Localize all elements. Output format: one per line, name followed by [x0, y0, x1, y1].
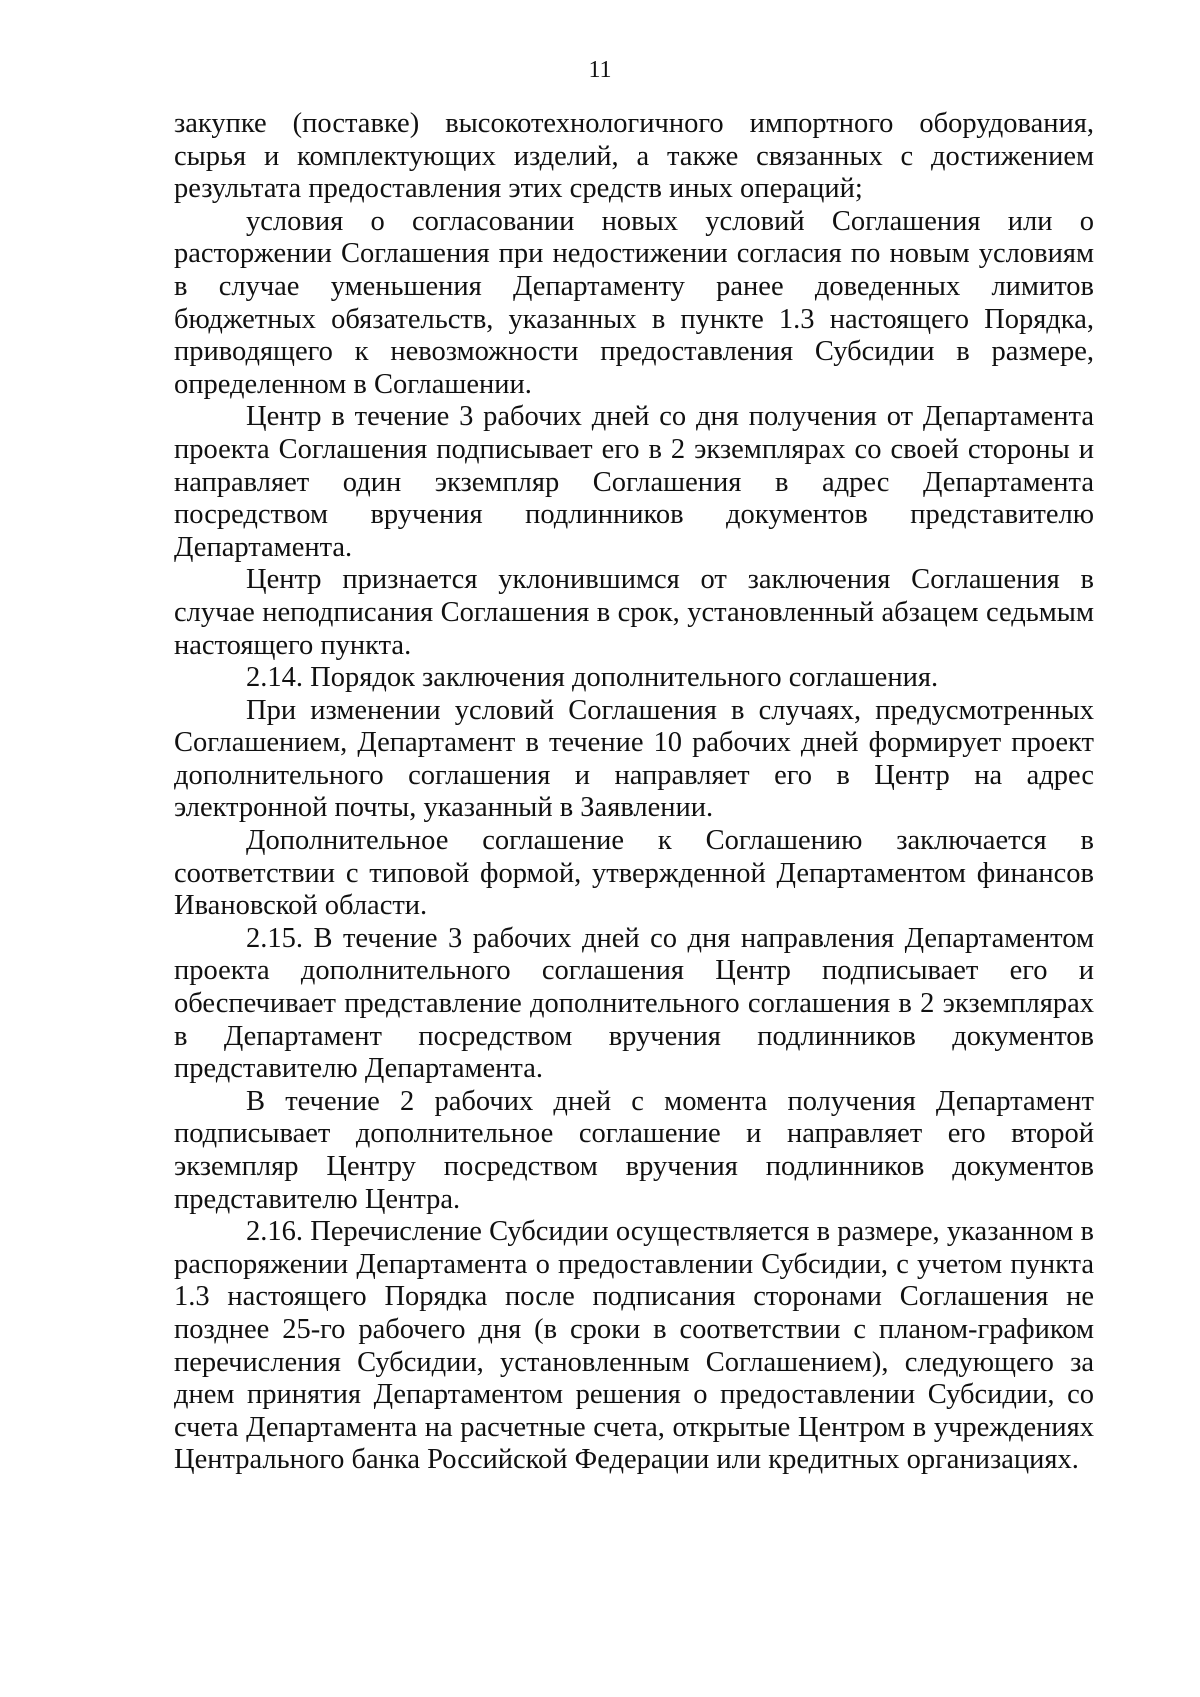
- paragraph-standard-form: Дополнительное соглашение к Соглашению заключается в соответствии с типовой формой, утвержденной Департаментом финансов Ивановской области.: [174, 825, 1094, 922]
- paragraph-agreement-conditions: условия о согласовании новых условий Соглашения или о расторжении Соглашения при недостижении согласия по новым условиям в случае уменьшения Департаменту ранее доведенных лимитов бюджетных обязательств, указанных в пункте 1.3 настоящего Порядка, приводящего к невозможности предоставления Субсидии в размере, определенном в Соглашении.: [174, 205, 1094, 400]
- paragraph-section-2-15: 2.15. В течение 3 рабочих дней со дня направления Департаментом проекта дополнительного соглашения Центр подписывает его и обеспечивает представление дополнительного соглашения в 2 экземплярах в Департамент посредством вручения подлинников документов представителю Департамента.: [174, 922, 1094, 1085]
- paragraph-conditions-change: При изменении условий Соглашения в случаях, предусмотренных Соглашением, Департамент в течение 10 рабочих дней формирует проект дополнительного соглашения и направляет его в Центр на адрес электронной почты, указанный в Заявлении.: [174, 694, 1094, 824]
- paragraph-center-evasion: Центр признается уклонившимся от заключения Соглашения в случае неподписания Соглашения в срок, установленный абзацем седьмым настоящего пункта.: [174, 564, 1094, 661]
- paragraph-section-2-16: 2.16. Перечисление Субсидии осуществляется в размере, указанном в распоряжении Департамента о предоставлении Субсидии, с учетом пункта 1.3 настоящего Порядка после подписания сторонами Соглашения не позднее 25-го рабочего дня (в сроки в соответствии с планом-графиком перечисления Субсидии, установленным Соглашением), следующего за днем принятия Департаментом решения о предоставлении Субсидии, со счета Департамента на расчетные счета, открытые Центром в учреждениях Центрального банка Российской Федерации или кредитных организациях.: [174, 1216, 1094, 1476]
- document-body: [174, 108, 1094, 1477]
- paragraph-department-signing: В течение 2 рабочих дней с момента получения Департамент подписывает дополнительное соглашение и направляет его второй экземпляр Центру посредством вручения подлинников документов представителю Центра.: [174, 1085, 1094, 1215]
- page-number: 11: [588, 57, 612, 83]
- paragraph-section-2-14: 2.14. Порядок заключения дополнительного соглашения.: [246, 662, 939, 694]
- paragraph-center-signing: Центр в течение 3 рабочих дней со дня получения от Департамента проекта Соглашения подписывает его в 2 экземплярах со своей стороны и направляет один экземпляр Соглашения в адрес Департамента посредством вручения подлинников документов представителю Департамента.: [174, 401, 1094, 563]
- paragraph-continuation: закупке (поставке) высокотехнологичного импортного оборудования, сырья и комплектующих изделий, а также связанных с достижением результата предоставления этих средств иных операций;: [174, 108, 1094, 205]
